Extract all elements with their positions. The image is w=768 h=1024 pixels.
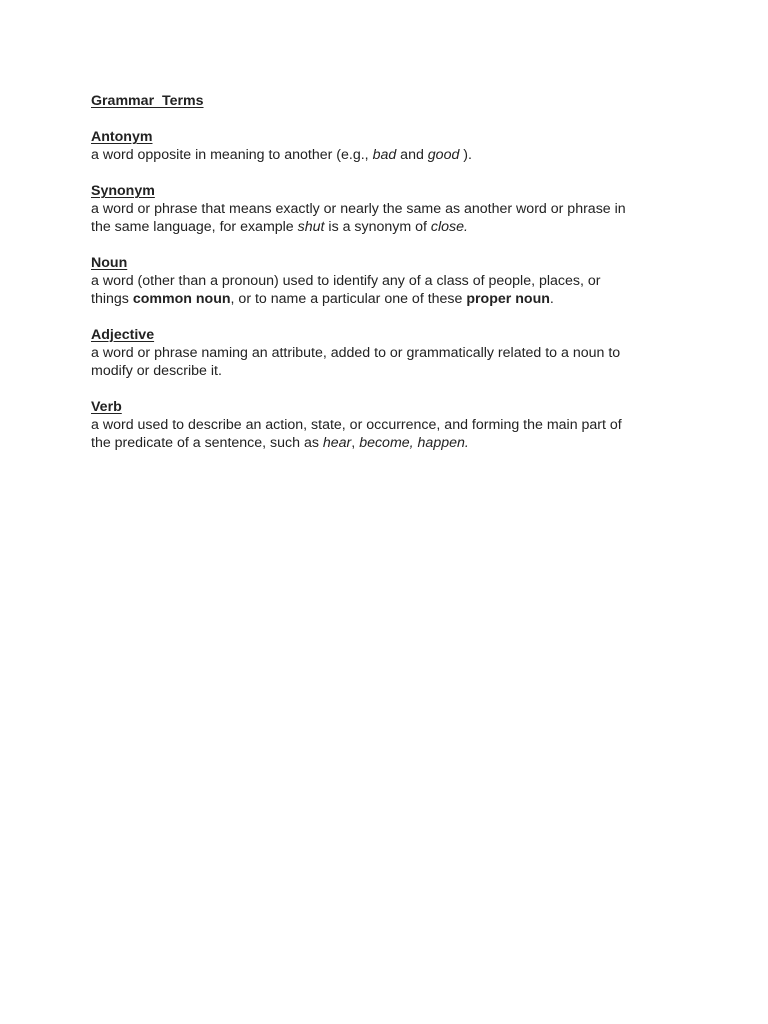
definition-example: hear bbox=[322, 435, 352, 451]
document-body bbox=[91, 92, 691, 452]
definition-keyword: proper noun bbox=[466, 291, 550, 307]
term-heading: Noun bbox=[91, 255, 128, 271]
entry-synonym bbox=[91, 182, 691, 236]
definition-text: a word opposite in meaning to another (e.g., bbox=[91, 147, 373, 163]
definition-keyword: common noun bbox=[132, 291, 231, 307]
term-definition bbox=[91, 146, 691, 164]
term-heading: Verb bbox=[91, 399, 122, 415]
document-title: Grammar Terms bbox=[91, 93, 204, 109]
entry-verb bbox=[91, 398, 691, 452]
definition-text: , bbox=[351, 435, 360, 451]
term-heading: Antonym bbox=[91, 129, 153, 145]
definition-text: , or to name a particular one of these bbox=[230, 291, 467, 307]
entry-adjective bbox=[91, 326, 691, 380]
definition-text: the predicate of a sentence, such as bbox=[91, 435, 323, 451]
term-definition bbox=[91, 416, 691, 452]
definition-example: good bbox=[427, 147, 460, 163]
entry-noun bbox=[91, 254, 691, 308]
definition-text: ). bbox=[459, 147, 472, 163]
entry-antonym bbox=[91, 128, 691, 164]
definition-line: modify or describe it. bbox=[91, 363, 222, 379]
term-definition bbox=[91, 200, 691, 236]
definition-line: a word or phrase naming an attribute, added to or grammatically related to a noun to bbox=[91, 345, 621, 361]
definition-line: a word or phrase that means exactly or nearly the same as another word or phrase in bbox=[91, 201, 626, 217]
term-definition bbox=[91, 272, 691, 308]
definition-text: things bbox=[91, 291, 133, 307]
definition-example: close. bbox=[430, 219, 468, 235]
definition-example: become, happen. bbox=[359, 435, 469, 451]
term-definition bbox=[91, 344, 691, 380]
definition-text: and bbox=[396, 147, 428, 163]
term-heading: Adjective bbox=[91, 327, 155, 343]
term-heading: Synonym bbox=[91, 183, 155, 199]
definition-text: the same language, for example bbox=[91, 219, 298, 235]
definition-text: is a synonym of bbox=[324, 219, 431, 235]
definition-example: shut bbox=[297, 219, 325, 235]
definition-line: a word used to describe an action, state, or occurrence, and forming the main part of bbox=[91, 417, 622, 433]
definition-example: bad bbox=[372, 147, 397, 163]
definition-line: a word (other than a pronoun) used to identify any of a class of people, places, or bbox=[91, 273, 601, 289]
definition-text: . bbox=[549, 291, 554, 307]
